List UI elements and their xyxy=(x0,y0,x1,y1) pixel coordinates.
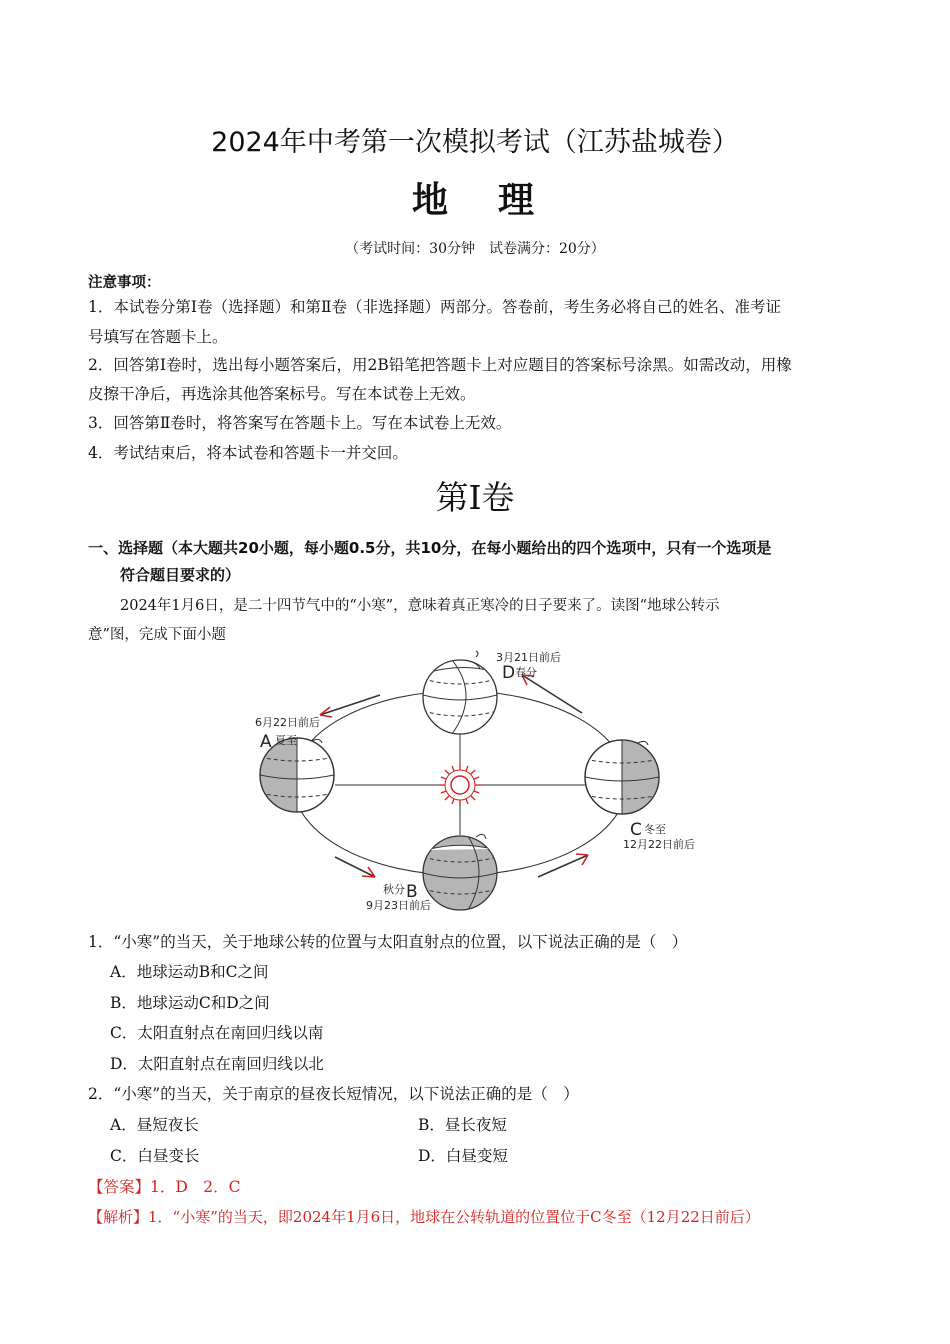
label-d-name: 春分 xyxy=(515,666,537,679)
analysis-text: 1．“小寒”的当天，即2024年1月6日，地球在公转轨道的位置位于C冬至（12月22日前后） xyxy=(148,1208,760,1226)
arrow-top-right xyxy=(522,675,582,713)
question-1-stem: 1．“小寒”的当天，关于地球公转的位置与太阳直射点的位置，以下说法正确的是（ ） xyxy=(88,933,688,951)
q2-option-c: C．白昼变长 xyxy=(110,1147,200,1165)
label-b-date: 9月23日前后 xyxy=(366,899,431,912)
volume-title: 第Ⅰ卷 xyxy=(435,478,515,517)
earth-b-autumn-equinox xyxy=(423,834,497,910)
label-d-date: 3月21日前后 xyxy=(496,651,561,664)
subject-char-1: 地 xyxy=(411,180,452,221)
label-b-name: 秋分 xyxy=(383,883,405,896)
subject-char-2: 理 xyxy=(498,180,539,221)
earth-d-spring-equinox xyxy=(423,651,497,734)
intro-text-cont: 意”图，完成下面小题 xyxy=(88,627,226,643)
earth-revolution-diagram xyxy=(240,645,720,920)
exam-title: 2024年中考第一次模拟考试（江苏盐城卷） xyxy=(211,127,739,158)
answer-line xyxy=(88,1175,241,1197)
section-heading: 一、选择题（本大题共20小题，每小题0.5分，共10分，在每小题给出的四个选项中，只有一个选项是 xyxy=(88,539,772,557)
q1-option-d: D．太阳直射点在南回归线以北 xyxy=(110,1055,324,1073)
label-d-letter: D xyxy=(502,663,516,683)
analysis-tag: 【解析】 xyxy=(88,1208,149,1226)
notice-item-3: 3．回答第Ⅱ卷时，将答案写在答题卡上。写在本试卷上无效。 xyxy=(88,414,512,432)
label-b-letter: B xyxy=(406,882,418,902)
arrow-bottom-right xyxy=(538,854,588,877)
label-a-letter: A xyxy=(260,732,272,752)
q1-option-a: A．地球运动B和C之间 xyxy=(110,963,269,981)
subject-title xyxy=(0,172,950,223)
q2-option-d: D．白昼变短 xyxy=(418,1147,508,1165)
notice-item-1-cont: 号填写在答题卡上。 xyxy=(88,328,228,346)
notice-heading: 注意事项： xyxy=(88,275,161,291)
q2-option-b: B．昼长夜短 xyxy=(418,1116,507,1134)
label-c-name: 冬至 xyxy=(644,823,666,836)
answer-text: 1．D 2．C xyxy=(150,1178,241,1196)
answer-tag: 【答案】 xyxy=(88,1178,151,1196)
analysis-line xyxy=(88,1206,760,1227)
label-a-date: 6月22日前后 xyxy=(255,716,320,729)
notice-item-2: 2．回答第Ⅰ卷时，选出每小题答案后，用2B铅笔把答题卡上对应题目的答案标号涂黑。如需改动，用橡 xyxy=(88,356,792,374)
notice-item-4: 4．考试结束后，将本试卷和答题卡一并交回。 xyxy=(88,444,408,462)
notice-item-2-cont: 皮擦干净后，再选涂其他答案标号。写在本试卷上无效。 xyxy=(88,385,476,403)
q1-option-c: C．太阳直射点在南回归线以南 xyxy=(110,1024,324,1042)
q1-option-b: B．地球运动C和D之间 xyxy=(110,994,270,1012)
label-c-date: 12月22日前后 xyxy=(623,838,695,851)
q2-option-a: A．昼短夜长 xyxy=(110,1116,199,1134)
intro-text: 2024年1月6日，是二十四节气中的“小寒”，意味着真正寒冷的日子要来了。读图“地球公转示 xyxy=(120,598,720,614)
label-a-name: 夏至 xyxy=(275,734,297,747)
exam-meta: （考试时间：30分钟 试卷满分：20分） xyxy=(345,241,605,257)
notice-item-1: 1．本试卷分第Ⅰ卷（选择题）和第Ⅱ卷（非选择题）两部分。答卷前，考生务必将自己的姓名、准考证 xyxy=(88,298,782,316)
question-2-stem: 2．“小寒”的当天，关于南京的昼夜长短情况，以下说法正确的是（ ） xyxy=(88,1085,579,1103)
sun-icon xyxy=(439,764,481,806)
label-c-letter: C xyxy=(630,820,642,840)
section-heading-cont: 符合题目要求的） xyxy=(120,566,241,584)
earth-c-winter-solstice xyxy=(585,737,662,817)
